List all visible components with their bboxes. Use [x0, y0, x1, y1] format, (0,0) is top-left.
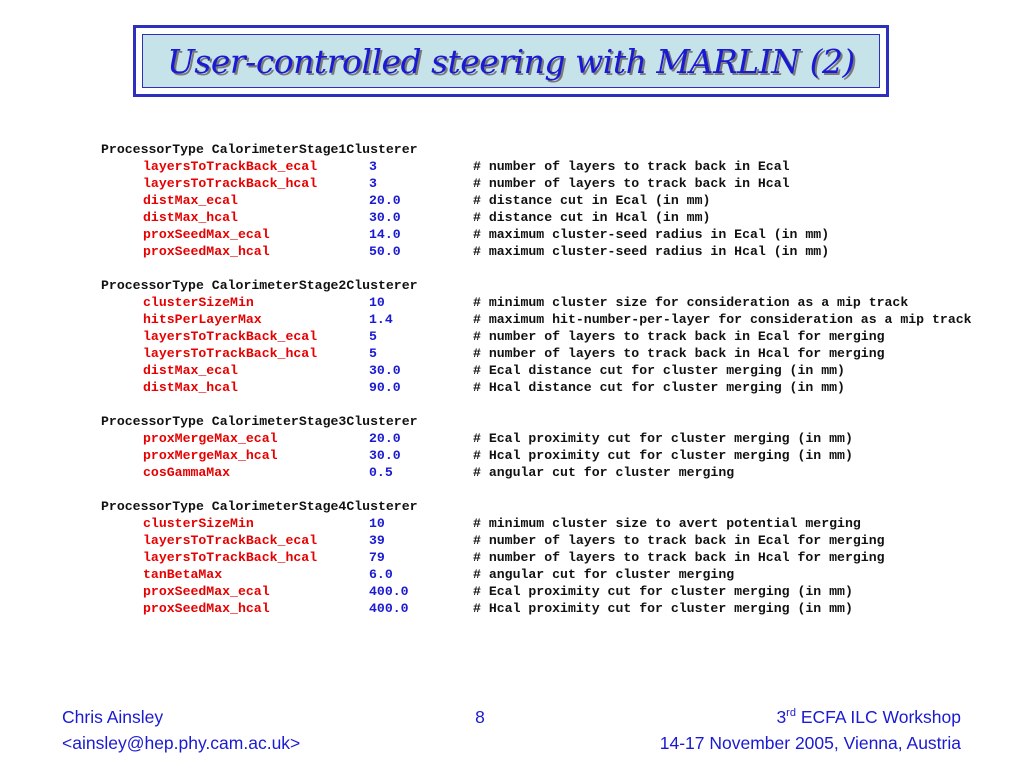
param-name: distMax_ecal: [143, 363, 238, 378]
footer-email: <ainsley@hep.phy.cam.ac.uk>: [62, 733, 301, 753]
param-row: [101, 583, 1016, 600]
param-value: 39: [369, 533, 385, 548]
param-value: 30.0: [369, 210, 401, 225]
param-value: 5: [369, 346, 377, 361]
param-row: [101, 430, 1016, 447]
param-name: layersToTrackBack_ecal: [143, 533, 318, 548]
param-value: 10: [369, 516, 385, 531]
param-comment: # angular cut for cluster merging: [473, 465, 735, 480]
param-name: proxMergeMax_hcal: [143, 448, 278, 463]
param-row: [101, 532, 1016, 549]
param-name: layersToTrackBack_hcal: [143, 346, 318, 361]
param-value: 14.0: [369, 227, 401, 242]
param-row: [101, 549, 1016, 566]
param-row: [101, 362, 1016, 379]
footer-event-name: ECFA ILC Workshop: [800, 707, 961, 727]
param-row: [101, 566, 1016, 583]
title-banner: [142, 34, 880, 88]
param-row: [101, 345, 1016, 362]
param-comment: # minimum cluster size for consideration as a mip track: [473, 295, 909, 310]
param-comment: # Ecal proximity cut for cluster merging (in mm): [473, 431, 853, 446]
processor-section: [101, 277, 1016, 396]
param-value: 30.0: [369, 448, 401, 463]
param-row: [101, 379, 1016, 396]
param-value: 0.5: [369, 465, 393, 480]
footer-author-block: [62, 704, 300, 756]
param-value: 79: [369, 550, 385, 565]
param-value: 3: [369, 159, 377, 174]
param-row: [101, 175, 1016, 192]
processor-section: [101, 413, 1016, 481]
param-name: distMax_hcal: [143, 380, 238, 395]
param-comment: # maximum cluster-seed radius in Hcal (in mm): [473, 244, 830, 259]
param-comment: # angular cut for cluster merging: [473, 567, 735, 582]
param-comment: # Ecal distance cut for cluster merging (in mm): [473, 363, 845, 378]
param-name: distMax_ecal: [143, 193, 238, 208]
param-name: distMax_hcal: [143, 210, 238, 225]
param-row: [101, 294, 1016, 311]
param-value: 3: [369, 176, 377, 191]
param-row: [101, 311, 1016, 328]
param-name: cosGammaMax: [143, 465, 231, 480]
param-value: 20.0: [369, 193, 401, 208]
param-value: 400.0: [369, 584, 409, 599]
param-name: layersToTrackBack_ecal: [143, 329, 318, 344]
slide-title: User-controlled steering with MARLIN (2): [167, 41, 855, 81]
param-comment: # number of layers to track back in Ecal for merging: [473, 329, 885, 344]
param-comment: # minimum cluster size to avert potential merging: [473, 516, 861, 531]
param-comment: # number of layers to track back in Ecal: [473, 159, 790, 174]
processor-section: [101, 498, 1016, 617]
param-value: 400.0: [369, 601, 409, 616]
param-comment: # Ecal proximity cut for cluster merging (in mm): [473, 584, 853, 599]
param-row: [101, 243, 1016, 260]
footer-author: Chris Ainsley: [62, 707, 164, 727]
param-comment: # distance cut in Hcal (in mm): [473, 210, 711, 225]
param-row: [101, 600, 1016, 617]
param-value: 5: [369, 329, 377, 344]
param-name: tanBetaMax: [143, 567, 223, 582]
footer-event-block: [660, 704, 961, 756]
processor-type-header: ProcessorType CalorimeterStage1Clusterer: [101, 142, 418, 157]
param-row: [101, 192, 1016, 209]
param-name: layersToTrackBack_ecal: [143, 159, 318, 174]
param-name: layersToTrackBack_hcal: [143, 176, 318, 191]
param-row: [101, 515, 1016, 532]
steering-code-block: [101, 141, 1016, 634]
param-comment: # Hcal proximity cut for cluster merging (in mm): [473, 448, 853, 463]
footer-event-ordinal: 3: [776, 707, 787, 727]
param-name: hitsPerLayerMax: [143, 312, 262, 327]
title-frame: [133, 25, 889, 97]
param-value: 10: [369, 295, 385, 310]
param-name: proxMergeMax_ecal: [143, 431, 278, 446]
processor-type-header: ProcessorType CalorimeterStage2Clusterer: [101, 278, 418, 293]
param-name: proxSeedMax_hcal: [143, 601, 270, 616]
param-comment: # number of layers to track back in Hcal: [473, 176, 790, 191]
param-row: [101, 328, 1016, 345]
param-comment: # maximum hit-number-per-layer for consideration as a mip track: [473, 312, 972, 327]
param-value: 90.0: [369, 380, 401, 395]
footer-event-ordinal-suffix: rd: [786, 707, 796, 720]
processor-type-header: ProcessorType CalorimeterStage4Clusterer: [101, 499, 418, 514]
footer-event-date-location: 14-17 November 2005, Vienna, Austria: [659, 733, 961, 753]
param-comment: # Hcal distance cut for cluster merging (in mm): [473, 380, 845, 395]
param-name: proxSeedMax_ecal: [143, 584, 270, 599]
param-comment: # distance cut in Ecal (in mm): [473, 193, 711, 208]
param-name: proxSeedMax_ecal: [143, 227, 270, 242]
param-value: 50.0: [369, 244, 401, 259]
footer-event-title: [660, 704, 961, 730]
param-comment: # Hcal proximity cut for cluster merging (in mm): [473, 601, 853, 616]
param-name: layersToTrackBack_hcal: [143, 550, 318, 565]
param-row: [101, 447, 1016, 464]
param-comment: # number of layers to track back in Ecal for merging: [473, 533, 885, 548]
param-name: proxSeedMax_hcal: [143, 244, 270, 259]
param-value: 30.0: [369, 363, 401, 378]
processor-type-header: ProcessorType CalorimeterStage3Clusterer: [101, 414, 418, 429]
param-name: clusterSizeMin: [143, 295, 254, 310]
param-value: 20.0: [369, 431, 401, 446]
footer-page-number: 8: [475, 707, 485, 727]
param-comment: # maximum cluster-seed radius in Ecal (in mm): [473, 227, 830, 242]
param-row: [101, 209, 1016, 226]
param-comment: # number of layers to track back in Hcal for merging: [473, 346, 885, 361]
param-row: [101, 158, 1016, 175]
param-row: [101, 226, 1016, 243]
param-value: 6.0: [369, 567, 393, 582]
param-value: 1.4: [369, 312, 393, 327]
param-comment: # number of layers to track back in Hcal for merging: [473, 550, 885, 565]
param-name: clusterSizeMin: [143, 516, 254, 531]
param-row: [101, 464, 1016, 481]
processor-section: [101, 141, 1016, 260]
